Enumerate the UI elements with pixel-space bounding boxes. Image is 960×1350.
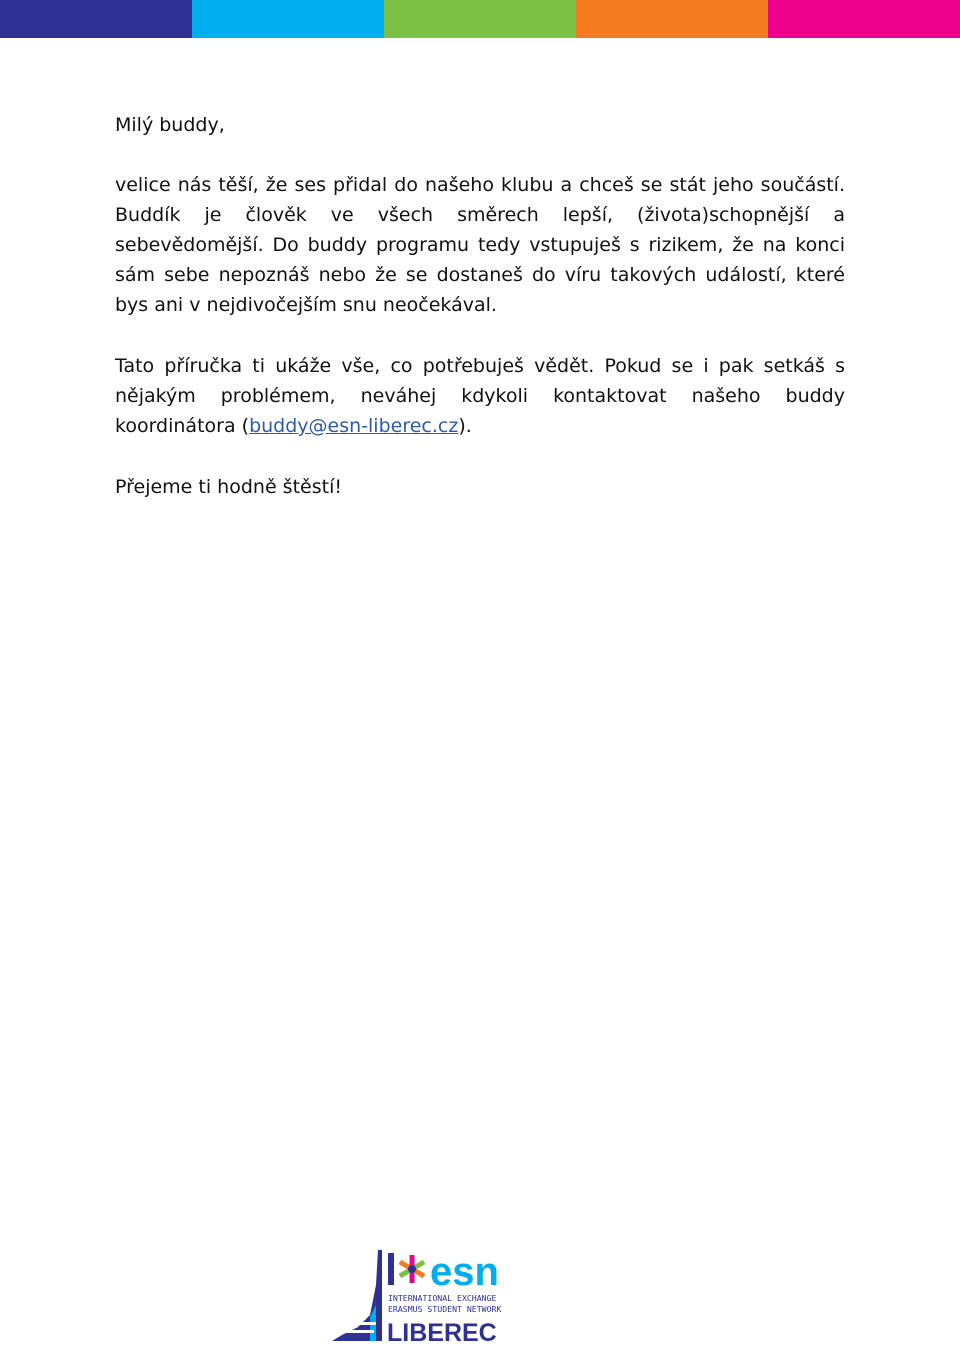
color-bar-segment-5 [768,0,960,38]
logo-stripe-2 [350,1322,376,1325]
esn-star-logo-icon [330,1245,540,1345]
logo-city: LIBEREC [387,1319,497,1345]
header-color-bar [0,0,960,38]
logo-star-icon [399,1255,426,1283]
color-bar-segment-3 [384,0,576,38]
paragraph-contact-end: ). [458,415,472,437]
color-bar-segment-2 [192,0,384,38]
paragraph-intro: velice nás těší, že ses přidal do našeho klubu a chceš se stát jeho součástí. Buddík je člověk ve všech směrech lepší, (života)schopnější a sebevědomější. Do buddy programu tedy vstupuješ s rizikem, že na konci sám sebe nepoznáš nebo že se dostaneš do víru takových událostí, které bys ani v nejdivočejším snu neočekával. [115,174,845,316]
color-bar-segment-4 [576,0,768,38]
paragraph-contact-text: Tato příručka ti ukáže vše, co potřebuješ vědět. Pokud se i pak setkáš s nějakým problémem, neváhej kdykoli kontaktovat našeho buddy koordinátora ( [115,355,845,437]
color-bar-segment-1 [0,0,192,38]
logo-i-bar [388,1253,394,1285]
letter-body [115,110,845,502]
logo-line-1: INTERNATIONAL EXCHANGE [388,1293,497,1303]
logo-wordmark: esn [430,1250,499,1294]
closing: Přejeme ti hodně štěstí! [115,476,342,498]
esn-liberec-logo [330,1245,540,1345]
email-link[interactable]: buddy@esn-liberec.cz [249,415,459,437]
paragraph-contact [115,351,845,441]
logo-stripe-1 [336,1330,374,1333]
greeting: Milý buddy, [115,114,225,136]
logo-line-2: ERASMUS STUDENT NETWORK [388,1304,502,1314]
